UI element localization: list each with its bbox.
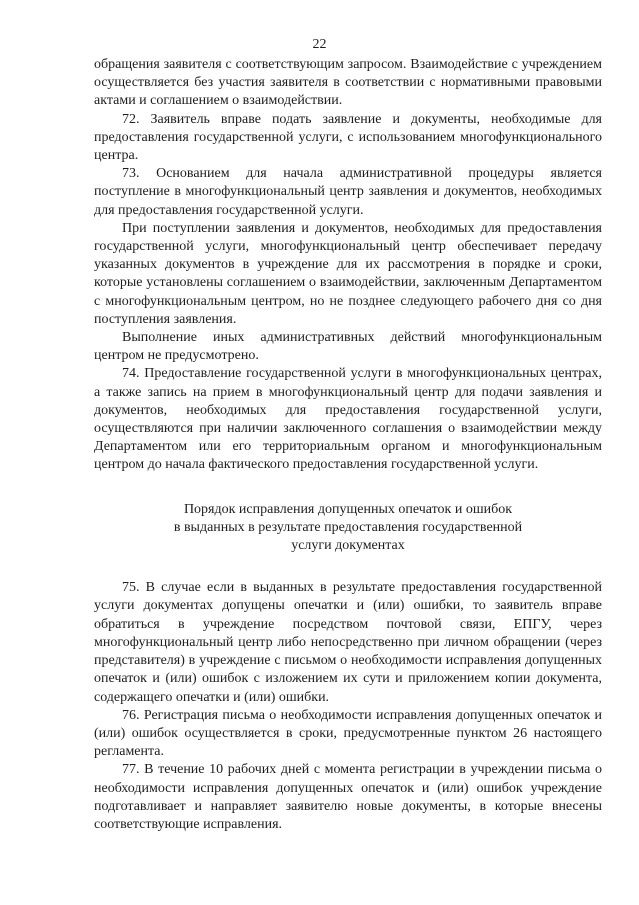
paragraph-73: 73. Основанием для начала административной процедуры является поступление в многофункциональный центр заявления и документов, необходимых для предоставления государственной услуги. [94, 166, 602, 218]
paragraph-74: 74. Предоставление государственной услуги в многофункциональных центрах, а также запись на прием в многофункциональный центр для подачи заявления и документов, необходимых для предоставления государственной услуги, осуществляются при наличии заключенного соглашения о взаимодействии между Департаментом или его территориальным органом и многофункциональным центром до начала фактического предоставления государственной услуги. [94, 366, 602, 473]
section-heading-line: в выданных в результате предоставления государственной [173, 519, 523, 535]
paragraph-73-other-actions: Выполнение иных административных действий многофункциональным центром не предусмотрено. [94, 330, 602, 364]
paragraph-76: 76. Регистрация письма о необходимости исправления допущенных опечаток и (или) ошибок осуществляется в сроки, предусмотренные пунктом 26 настоящего регламента. [94, 707, 602, 760]
paragraph-73-transfer: При поступлении заявления и документов, необходимых для предоставления государственной услуги, многофункциональный центр обеспечивает передачу указанных документов в учреждение для их рассмотрения в порядке и сроки, которые установлены соглашением о взаимодействии, заключенным Департаментом с многофункциональным центром, но не позднее следующего рабочего дня со дня поступления заявления. [94, 220, 602, 327]
section-heading [94, 501, 602, 556]
paragraph-75: 75. В случае если в выданных в результате предоставления государственной услуги документах допущены опечатки и (или) ошибки, то заявитель вправе обратиться в учреждение посредством почтовой связи, ЕПГУ, через многофункциональный центр либо непосредственно при личном обращении (через представителя) в учреждение с письмом о необходимости исправления допущенных опечаток и (или) ошибок с изложением их сути и приложением копии документа, содержащего опечатки и (или) ошибки. [94, 580, 602, 705]
paragraph-77: 77. В течение 10 рабочих дней с момента регистрации в учреждении письма о необходимости исправления допущенных опечаток и (или) ошибок учреждение подготавливает и направляет заявителю новые документы, в которые внесены соответствующие исправления. [94, 762, 602, 832]
section-heading-line: услуги документах [291, 538, 405, 554]
page-number: 22 [312, 37, 327, 52]
section-heading-line: Порядок исправления допущенных опечаток и ошибок [183, 501, 513, 517]
paragraph-continuation: обращения заявителя с соответствующим запросом. Взаимодействие с учреждением осуществляется без участия заявителя в соответствии с нормативными правовыми актами и соглашением о взаимодействии. [94, 57, 602, 109]
paragraph-72: 72. Заявитель вправе подать заявление и документы, необходимые для предоставления государственной услуги, с использованием многофункционального центра. [94, 111, 602, 164]
document-body [94, 56, 602, 834]
